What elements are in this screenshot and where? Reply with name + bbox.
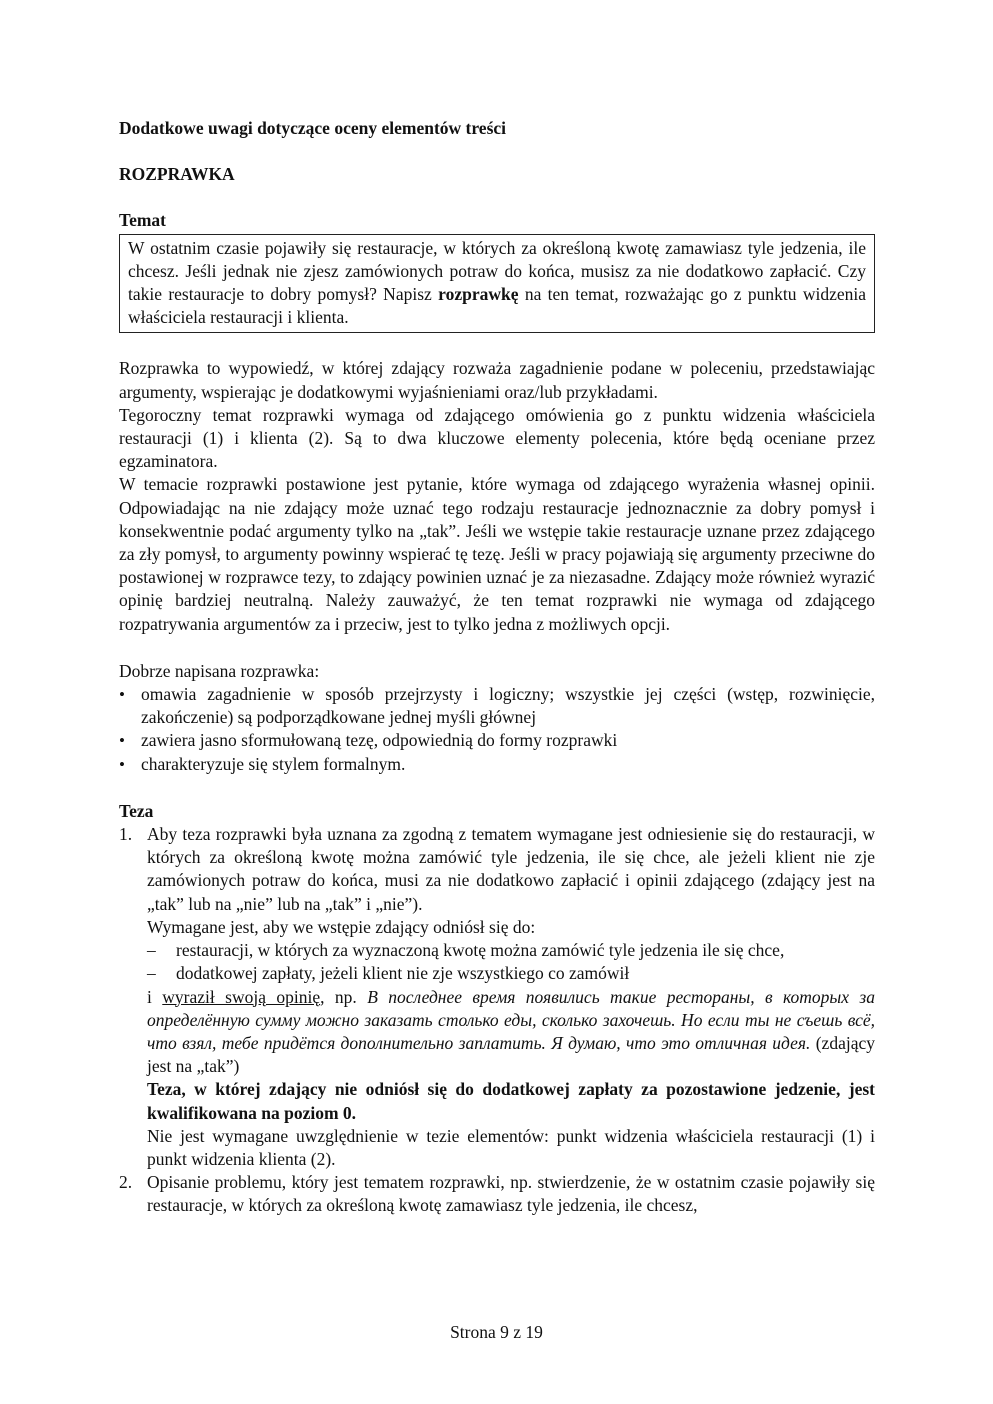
thesis-item-2-text: Opisanie problemu, który jest tematem rozprawki, np. stwierdzenie, że w ostatnim czasie pojawiły się restauracje, w których za określoną kwotę zamawiasz tyle jedzenia, ile chcesz, [147, 1172, 875, 1216]
intro-paragraph-1: Rozprawka to wypowiedź, w której zdający rozważa zagadnienie podane w poleceniu, przedstawiając argumenty, wspierając je dodatkowymi wyjaśnieniami oraz/lub przykładami. [119, 358, 875, 402]
list-item: – dodatkowej zapłaty, jeżeli klient nie zje wszystkiego co zamówił [147, 962, 875, 985]
thesis-label: Teza [119, 800, 154, 821]
np-text: , np. [320, 986, 368, 1007]
example-russian: В последнее время появились такие рестораны, в которых за определённую сумму можно заказать столько еды, сколько захочешь. Но если ты не съешь всё, что взял, тебе придётся дополнительно заплатить. Я думаю, что это отличная идея. [147, 986, 876, 1053]
notes-heading: Dodatkowe uwagi dotyczące oceny elementów treści [119, 118, 507, 138]
thesis-list [119, 823, 875, 1217]
topic-label: Temat [119, 210, 166, 231]
document-page [119, 117, 875, 1218]
intro-section [119, 357, 875, 635]
item-number: 1. [119, 824, 133, 845]
good-essay-section [119, 660, 875, 776]
list-item: – restauracji, w których za wyznaczoną kwotę można zamówić tyle jedzenia ile się chce, [147, 939, 875, 962]
and-prefix: i [147, 986, 163, 1007]
item-number: 2. [119, 1172, 133, 1193]
bold-rule: Teza, w której zdający nie odniósł się do dodatkowej zapłaty za pozostawione jedzenie, jest kwalifikowana na poziom 0. [147, 1079, 875, 1123]
underlined-phrase: wyraził swoją opinię [162, 986, 321, 1007]
list-item: • charakteryzuje się stylem formalnym. [119, 753, 875, 776]
topic-box [119, 234, 875, 334]
example-paragraph [147, 986, 875, 1079]
topic-text-end: na ten temat, rozważając go z punktu widzenia właściciela restauracji i klienta. [128, 284, 867, 328]
intro-paragraph-2: Tegoroczny temat rozprawki wymaga od zdającego omówienia go z punktu widzenia właściciela restauracji (1) i klienta (2). Są to dwa kluczowe elementy polecenia, które będą oceniane przez egzaminatora. [119, 404, 875, 472]
list-item: • omawia zagadnienie w sposób przejrzysty i logiczny; wszystkie jej części (wstęp, rozwinięcie, zakończenie) są podporządkowane jednej myśli głównej [119, 683, 875, 729]
intro-paragraph-3: W temacie rozprawki postawione jest pytanie, które wymaga od zdającego wyrażenia własnej opinii. Odpowiadając na nie zdający może uznać tego rodzaju restauracje jednoznacznie za dobry pomysł i konsekwentnie podać argumenty tylko na „tak”. Jeśli we wstępie takie restauracje uznane przez zdającego za zły pomysł, to argumenty powinny wspierać tę tezę. Jeśli w pracy pojawiają się argumenty przeciwne do postawionej w rozprawce tezy, to zdający powinien uznać je za niezasadne. Zdający może również wyrazić opinię bardziej neutralną. Należy zauważyć, że ten temat rozprawki nie wymaga od zdającego rozpatrywania argumentów za i przeciw, jest to tylko jedna z możliwych opcji. [119, 474, 875, 634]
required-elements-list [147, 939, 875, 985]
thesis-item-1-text: Aby teza rozprawki była uznana za zgodną z tematem wymagane jest odniesienie się do restauracji, w których za określoną kwotę można zamówić tyle jedzenia, ile się chce, ale jeżeli klient nie zje zamówionych potraw do końca, musi za nie dodatkowo zapłacić i opinii zdającego (zdający jest na „tak” lub na „nie” lub na „tak” i „nie”). [147, 824, 875, 914]
topic-text-bold: rozprawkę [438, 284, 519, 305]
not-required-text: Nie jest wymagane uwzględnienie w tezie elementów: punkt widzenia właściciela restauracji (1) i punkt widzenia klienta (2). [147, 1125, 875, 1169]
example-note: (zdający jest na „tak”) [147, 1032, 875, 1077]
thesis-required-text: Wymagane jest, aby we wstępie zdający odniósł się do: [147, 916, 536, 937]
page-number: Strona 9 z 19 [450, 1322, 543, 1342]
good-essay-list [119, 683, 875, 776]
thesis-item-2 [119, 1171, 875, 1217]
section-heading: ROZPRAWKA [119, 164, 235, 185]
list-item: • zawiera jasno sformułowaną tezę, odpowiednią do formy rozprawki [119, 729, 875, 752]
thesis-item-1 [119, 823, 875, 1171]
topic-text: W ostatnim czasie pojawiły się restauracje, w których za określoną kwotę zamawiasz tyle jedzenia, ile chcesz. Jeśli jednak nie zjesz zamówionych potraw do końca, musisz za nie dodatkowo zapłacić. Czy takie restauracje to dobry pomysł? Napisz [128, 237, 866, 305]
good-essay-title: Dobrze napisana rozprawka: [119, 660, 320, 681]
